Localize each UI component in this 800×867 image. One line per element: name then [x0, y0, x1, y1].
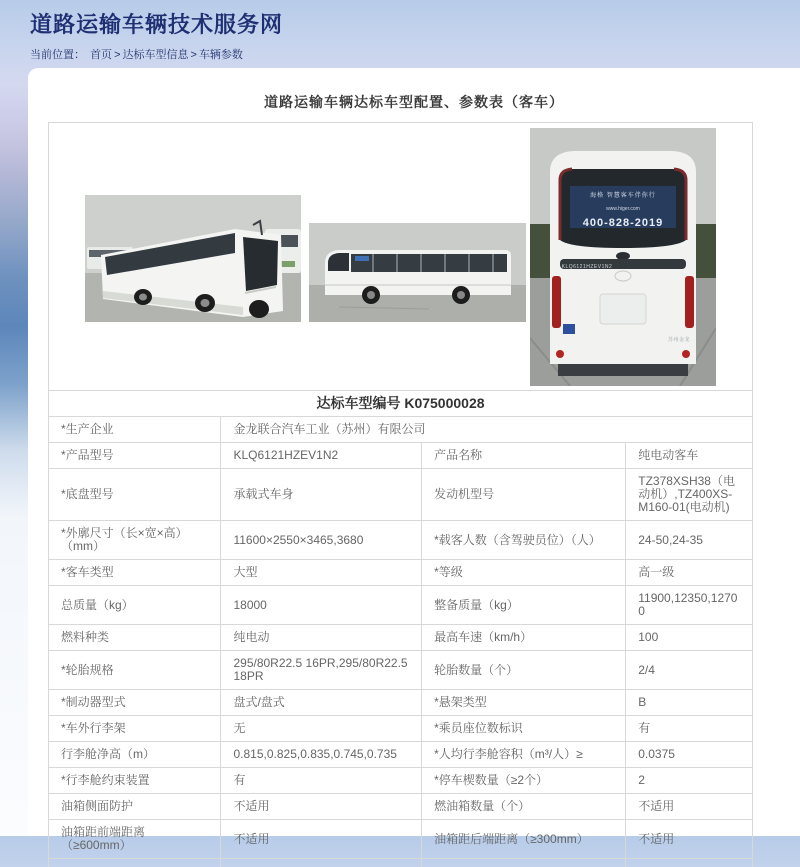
spec-label: 油箱距后端距离（≥300mm）: [422, 820, 626, 859]
photos-cell: [49, 123, 753, 391]
spec-cell-empty: [221, 859, 422, 867]
spec-cell-empty: [626, 859, 753, 867]
spec-value: 11600×2550×3465,3680: [221, 521, 422, 560]
table-row: [49, 716, 753, 742]
breadcrumb-link-vehicle-params[interactable]: 车辆参数: [199, 49, 243, 61]
table-row: [49, 651, 753, 690]
table-row: [49, 820, 753, 859]
spec-label: *客车类型: [49, 560, 221, 586]
spec-value: 纯电动客车: [626, 443, 753, 469]
spec-label: *外廓尺寸（长×宽×高）（mm）: [49, 521, 221, 560]
spec-value: 24-50,24-35: [626, 521, 753, 560]
table-row: [49, 417, 753, 443]
table-row: [49, 768, 753, 794]
table-row: [49, 521, 753, 560]
spec-value: 不适用: [626, 820, 753, 859]
spec-value: B: [626, 690, 753, 716]
photo-row: [49, 123, 753, 391]
rear-ad: [556, 190, 690, 230]
spec-value: 2/4: [626, 651, 753, 690]
site-title: 道路运输车辆技术服务网: [30, 8, 283, 39]
bus-side-photo: [309, 223, 526, 322]
table-row: [49, 560, 753, 586]
table-row: [49, 625, 753, 651]
spec-label: 轮胎数量（个）: [422, 651, 626, 690]
spec-label: 油箱侧面防护: [49, 794, 221, 820]
spec-value: 295/80R22.5 16PR,295/80R22.5 18PR: [221, 651, 422, 690]
spec-label: *产品型号: [49, 443, 221, 469]
breadcrumb-prefix: 当前位置：: [30, 49, 85, 61]
spec-label: *底盘型号: [49, 469, 221, 521]
spec-value: 0.0375: [626, 742, 753, 768]
spec-value: 2: [626, 768, 753, 794]
spec-value: 11900,12350,12700: [626, 586, 753, 625]
model-heading-row: [49, 391, 753, 417]
spec-cell-empty: [49, 859, 221, 867]
spec-value: 纯电动: [221, 625, 422, 651]
table-row: [49, 742, 753, 768]
rear-model-text: KLQ6121HZEV1N2: [562, 261, 613, 274]
spec-cell-empty: [422, 859, 626, 867]
spec-value: 大型: [221, 560, 422, 586]
spec-label: *悬架类型: [422, 690, 626, 716]
rear-ad-website: www.higer.com: [556, 203, 690, 216]
rear-ad-tagline: 海格 智慧客车伴你行: [556, 190, 690, 203]
spec-value: 有: [626, 716, 753, 742]
breadcrumb-separator: >: [114, 49, 120, 61]
spec-value: 不适用: [221, 820, 422, 859]
breadcrumb-link-model-info[interactable]: 达标车型信息: [123, 49, 189, 61]
spec-value: 不适用: [626, 794, 753, 820]
table-row: [49, 443, 753, 469]
spec-value: KLQ6121HZEV1N2: [221, 443, 422, 469]
spec-value: 100: [626, 625, 753, 651]
content-panel: [28, 68, 800, 836]
spec-label: 发动机型号: [422, 469, 626, 521]
spec-value: 有: [221, 768, 422, 794]
rear-ad-phone: 400-828-2019: [556, 217, 690, 230]
spec-value: 0.815,0.825,0.835,0.745,0.735: [221, 742, 422, 768]
page-title: 道路运输车辆达标车型配置、参数表（客车）: [28, 68, 800, 112]
spec-label: 总质量（kg）: [49, 586, 221, 625]
table-row-partial: [49, 859, 753, 867]
spec-label: 产品名称: [422, 443, 626, 469]
spec-label: *生产企业: [49, 417, 221, 443]
breadcrumb-link-home[interactable]: 首页: [90, 49, 112, 61]
spec-value: 承载式车身: [221, 469, 422, 521]
spec-label: *停车楔数量（≥2个）: [422, 768, 626, 794]
table-row: [49, 469, 753, 521]
spec-value: 18000: [221, 586, 422, 625]
spec-label: *乘员座位数标识: [422, 716, 626, 742]
spec-value: 不适用: [221, 794, 422, 820]
table-row: [49, 690, 753, 716]
spec-label: 油箱距前端距离（≥600mm）: [49, 820, 221, 859]
spec-label: 行李舱净高（m）: [49, 742, 221, 768]
rear-brand-text: 苏州金龙: [668, 334, 690, 347]
breadcrumb: [30, 46, 245, 62]
table-row: [49, 794, 753, 820]
spec-label: 燃料种类: [49, 625, 221, 651]
breadcrumb-separator: >: [191, 49, 197, 61]
spec-table-body: [49, 123, 753, 867]
spec-label: *轮胎规格: [49, 651, 221, 690]
table-row: [49, 586, 753, 625]
spec-label: *行李舱约束装置: [49, 768, 221, 794]
spec-label: *等级: [422, 560, 626, 586]
spec-value: 盘式/盘式: [221, 690, 422, 716]
spec-table: [48, 122, 753, 867]
bus-front-side-photo: [85, 195, 301, 322]
spec-label: *制动器型式: [49, 690, 221, 716]
spec-label: *车外行李架: [49, 716, 221, 742]
spec-value: 金龙联合汽车工业（苏州）有限公司: [221, 417, 753, 443]
spec-label: 整备质量（kg）: [422, 586, 626, 625]
bus-rear-photo: [530, 128, 716, 386]
spec-label: *载客人数（含驾驶员位）（人）: [422, 521, 626, 560]
spec-label: *人均行李舱容积（m³/人）≥: [422, 742, 626, 768]
spec-label: 最高车速（km/h）: [422, 625, 626, 651]
model-heading: 达标车型编号 K075000028: [49, 391, 753, 417]
spec-value: 无: [221, 716, 422, 742]
spec-value: TZ378XSH38（电动机）,TZ400XS-M160-01(电动机): [626, 469, 753, 521]
spec-value: 高一级: [626, 560, 753, 586]
spec-label: 燃油箱数量（个）: [422, 794, 626, 820]
